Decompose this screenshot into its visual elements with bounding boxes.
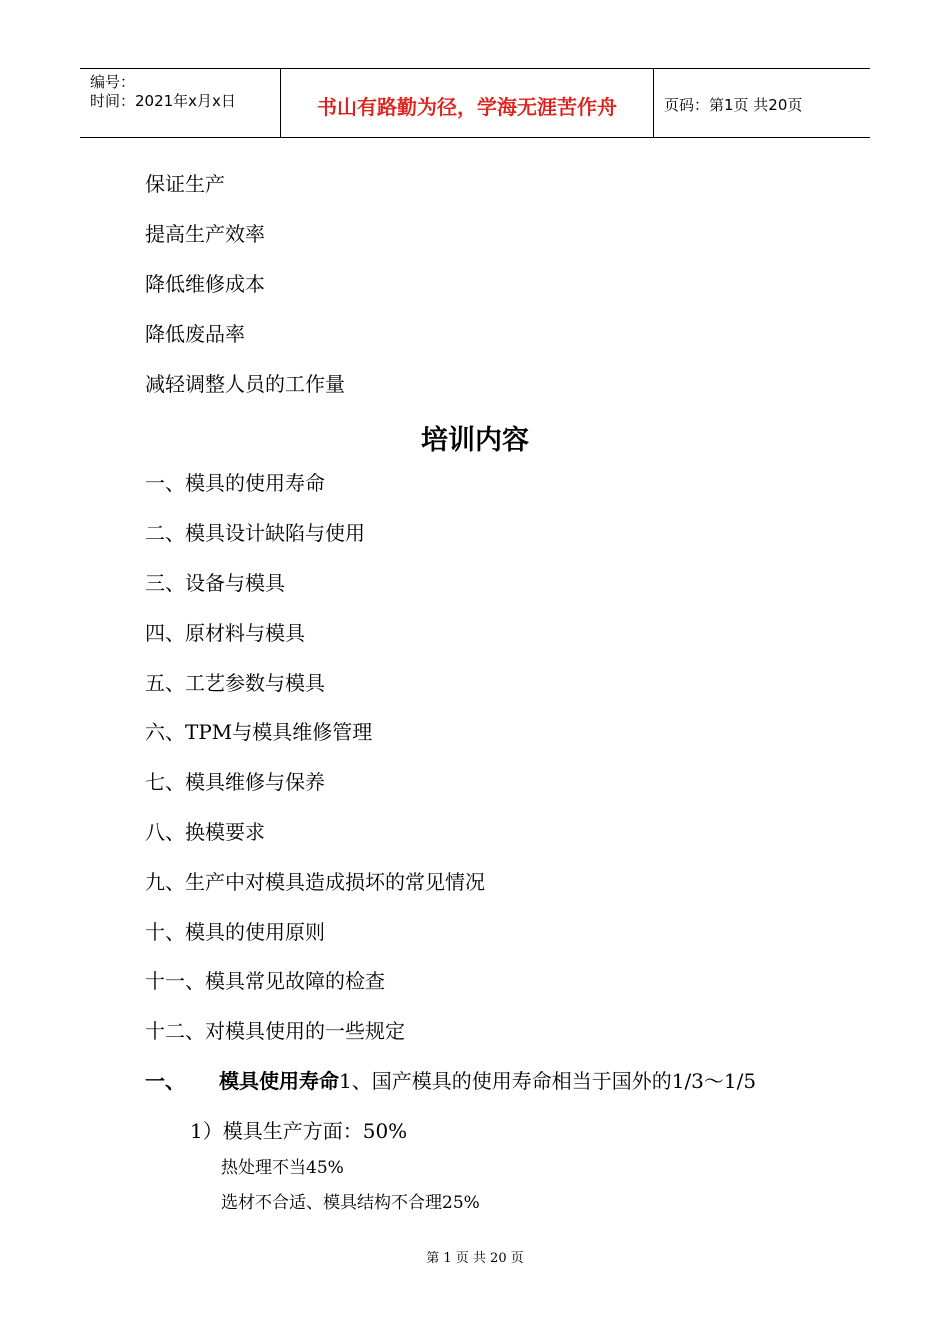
- toc-item: 二、模具设计缺陷与使用: [145, 521, 365, 545]
- detail-item: 热处理不当45%: [221, 1158, 344, 1178]
- toc-item: 四、原材料与模具: [145, 621, 305, 645]
- time-label: 时间：2021年x月x日: [90, 92, 236, 110]
- page-header: [80, 68, 870, 138]
- intro-item: 提高生产效率: [145, 222, 265, 246]
- intro-item: 减轻调整人员的工作量: [145, 372, 345, 396]
- intro-item: 保证生产: [145, 172, 225, 196]
- toc-item: 十二、对模具使用的一些规定: [145, 1019, 405, 1043]
- detail-item: 选材不合适、模具结构不合理25%: [221, 1193, 480, 1213]
- chapter-heading: 模具使用寿命: [219, 1069, 339, 1093]
- intro-item: 降低废品率: [145, 322, 245, 346]
- chapter-text: 1、国产模具的使用寿命相当于国外的1/3～1/5: [339, 1069, 757, 1093]
- toc-item: 九、生产中对模具造成损坏的常见情况: [145, 870, 485, 894]
- header-motto: 书山有路勤为径，学海无涯苦作舟: [281, 69, 654, 137]
- number-label: 编号：: [90, 73, 136, 91]
- toc-item: 十、模具的使用原则: [145, 920, 325, 944]
- toc-item: 五、工艺参数与模具: [145, 671, 325, 695]
- header-meta: [80, 69, 281, 137]
- sub-item: 1）模具生产方面：50%: [190, 1119, 408, 1143]
- toc-item: 三、设备与模具: [145, 571, 285, 595]
- toc-item: 八、换模要求: [145, 820, 265, 844]
- header-page-info: 页码：第1页 共20页: [664, 95, 803, 114]
- toc-item: 一、模具的使用寿命: [145, 471, 325, 495]
- toc-item: 十一、模具常见故障的检查: [145, 969, 385, 993]
- intro-item: 降低维修成本: [145, 272, 265, 296]
- toc-item: 七、模具维修与保养: [145, 770, 325, 794]
- toc-item: 六、TPM与模具维修管理: [145, 720, 373, 744]
- page-footer: 第 1 页 共 20 页: [426, 1251, 524, 1266]
- chapter-number: 一、: [145, 1069, 185, 1093]
- section-title: 培训内容: [421, 425, 529, 456]
- chapter-line: [145, 1069, 756, 1093]
